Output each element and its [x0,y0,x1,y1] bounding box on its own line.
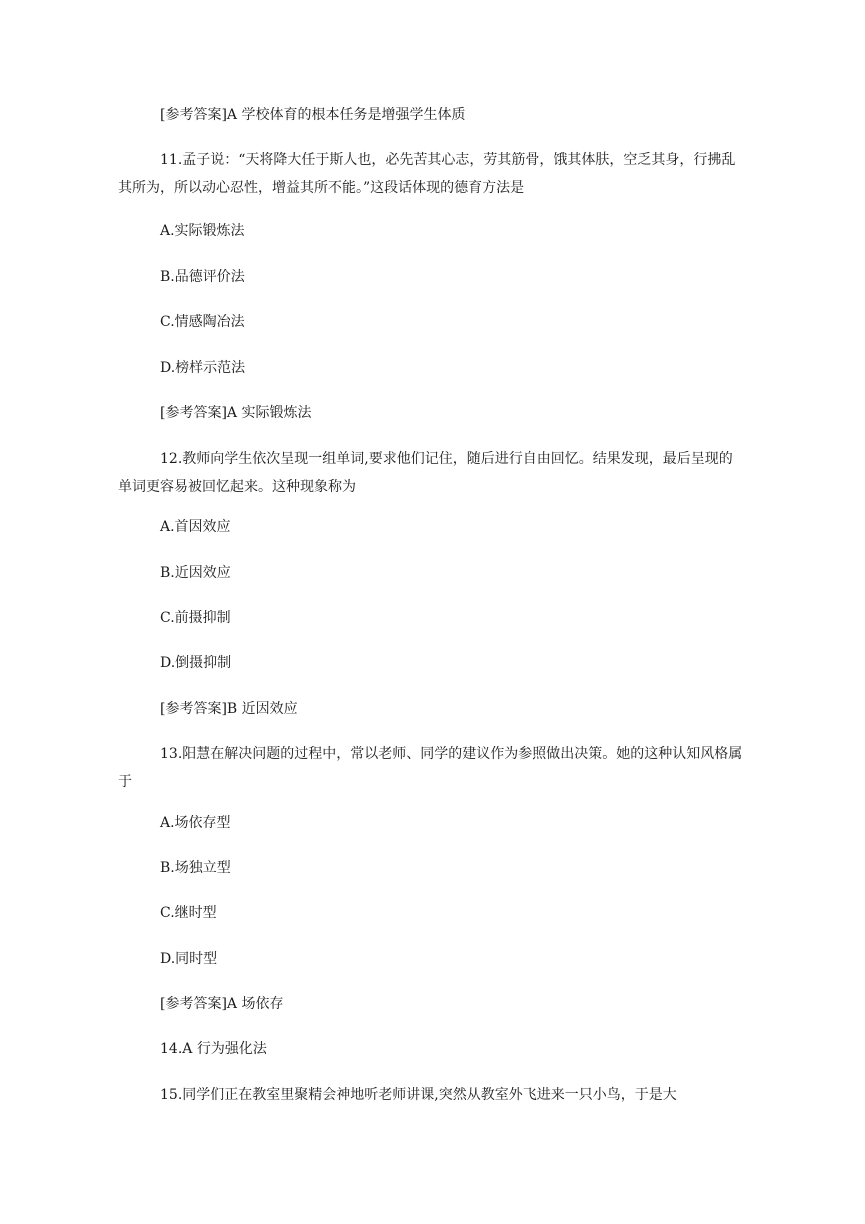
option-13-d: D.同时型 [160,951,218,967]
option-12-b: B.近因效应 [160,565,231,581]
question-11: 11.孟子说：“天将降大任于斯人也，必先苦其心志，劳其筋骨，饿其体肤，空乏其身，行拂乱其所为，所以动心忍性，增益其所不能。”这段话体现的德育方法是 [118,152,736,196]
answer-14: 14.A 行为强化法 [160,1041,267,1057]
option-11-a: A.实际锻炼法 [160,223,245,239]
option-11-b: B.品德评价法 [160,269,245,285]
option-12-a: A.首因效应 [160,519,231,535]
option-12-d: D.倒摄抑制 [160,655,232,671]
question-13: 13.阳慧在解决问题的过程中，常以老师、同学的建议作为参照做出决策。她的这种认知风格属于 [118,746,743,790]
option-13-b: B.场独立型 [160,860,231,876]
question-12: 12.教师向学生依次呈现一组单词,要求他们记住，随后进行自由回忆。结果发现，最后呈现的单词更容易被回忆起来。这种现象称为 [118,451,733,495]
question-15: 15.同学们正在教室里聚精会神地听老师讲课,突然从教室外飞进来一只小鸟，于是大 [160,1087,677,1103]
answer-12: [参考答案]B 近因效应 [160,701,298,717]
option-11-c: C.情感陶冶法 [160,314,245,330]
option-12-c: C.前摄抑制 [160,610,231,626]
answer-10: [参考答案]A 学校体育的根本任务是增强学生体质 [160,107,466,123]
answer-13: [参考答案]A 场依存 [160,996,284,1012]
answer-11: [参考答案]A 实际锻炼法 [160,405,312,421]
option-11-d: D.榜样示范法 [160,360,246,376]
option-13-c: C.继时型 [160,905,217,921]
option-13-a: A.场依存型 [160,815,231,831]
